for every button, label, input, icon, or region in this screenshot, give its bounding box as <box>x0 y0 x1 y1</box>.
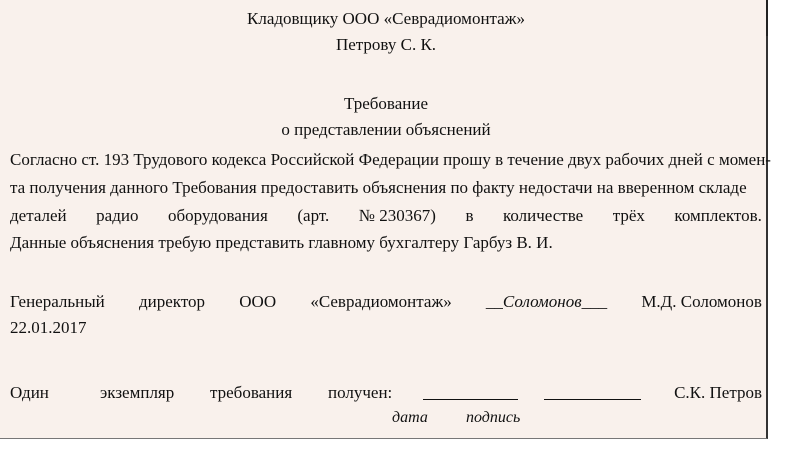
receipt-word: экземпляр <box>100 383 175 402</box>
addressee-line-2: Петрову С. К. <box>335 35 437 54</box>
signature-blank <box>544 385 641 400</box>
body-line-2: та получения данного Требования предоставить объяснения по факту недостачи на вверенном складе <box>10 178 747 197</box>
body-word: трёх <box>612 206 645 225</box>
body-word: в <box>465 206 474 225</box>
body-word: (арт. <box>297 206 330 225</box>
body-word: деталей <box>10 206 67 225</box>
document-subtitle: о представлении объяснений <box>281 120 491 139</box>
signer-name: М.Д. Соломонов <box>641 292 762 311</box>
document-title: Требование <box>343 94 429 113</box>
recipient-name: С.К. Петров <box>674 383 762 402</box>
body-word: № 230367) <box>358 206 436 225</box>
signature-caption: подпись <box>466 409 521 426</box>
body-word: оборудования <box>167 206 268 225</box>
position-word: Генеральный <box>10 292 105 311</box>
receipt-word: Один <box>10 383 49 402</box>
date-blank <box>423 385 518 400</box>
body-line-4: Данные объяснения требую представить главному бухгалтеру Гарбуз В. И. <box>10 233 553 252</box>
position-word: ООО <box>239 292 277 311</box>
page-edge-mark <box>766 0 768 36</box>
body-word: радио <box>96 206 139 225</box>
date-caption: дата <box>392 409 428 426</box>
signature-underline-left: __ <box>485 292 503 311</box>
document-date: 22.01.2017 <box>10 318 87 337</box>
company-name: «Севрадиомонтаж» <box>310 292 452 311</box>
position-word: директор <box>139 292 206 311</box>
body-line-1: Согласно ст. 193 Трудового кодекса Российской Федерации прошу в течение двух рабочих дней с момен- <box>10 150 771 169</box>
receipt-word: требования <box>210 383 293 402</box>
addressee-line-1: Кладовщику ООО «Севрадиомонтаж» <box>247 9 525 28</box>
signature-name: Соломонов <box>502 292 582 311</box>
signature-line <box>10 292 762 312</box>
handwritten-signature <box>486 292 607 312</box>
body-word: количестве <box>502 206 584 225</box>
signature-underline-right: ___ <box>581 292 608 311</box>
receipt-word: получен: <box>328 383 393 402</box>
body-word: комплектов. <box>674 206 762 225</box>
body-line-3 <box>10 206 762 226</box>
